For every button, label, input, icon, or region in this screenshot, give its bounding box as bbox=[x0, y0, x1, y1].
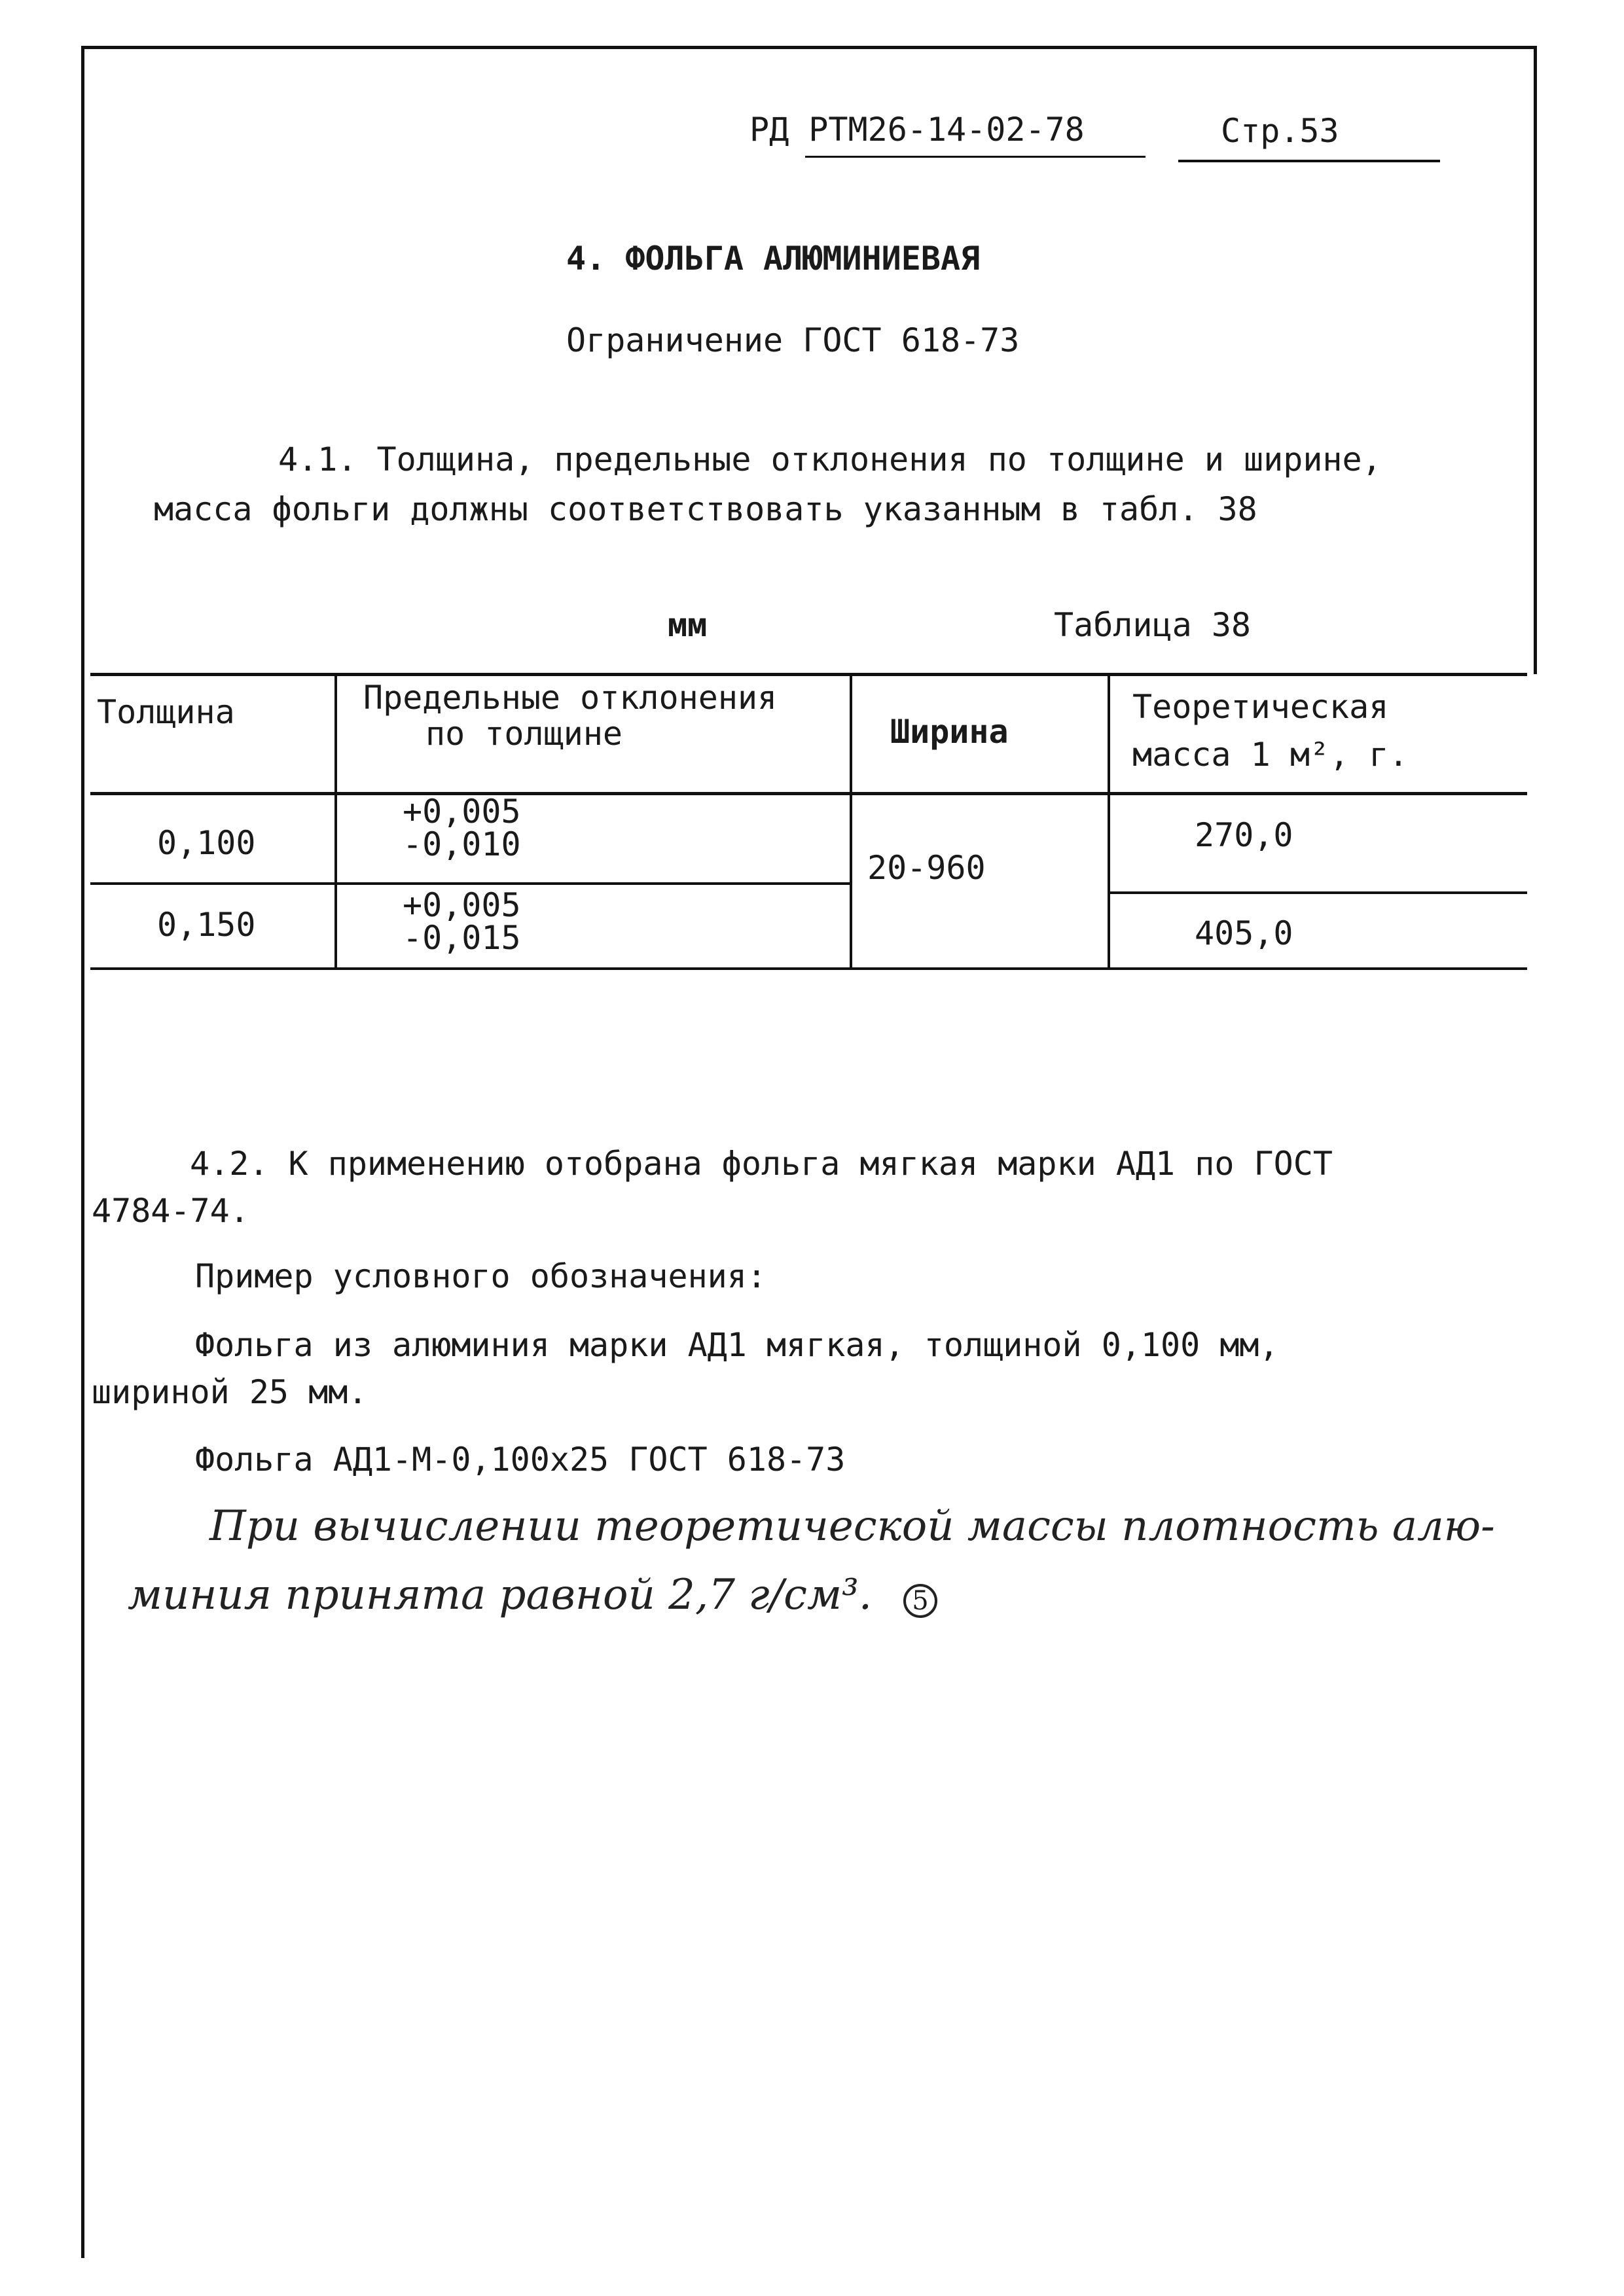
page-number: Стр.53 bbox=[1221, 112, 1339, 150]
col-header-mass-l2: масса 1 м², г. bbox=[1132, 736, 1409, 774]
table-row1-line-right bbox=[1110, 891, 1527, 894]
example-heading: Пример условного обозначения: bbox=[195, 1257, 767, 1295]
row2-thickness: 0,150 bbox=[157, 906, 256, 944]
table-col-divider-2 bbox=[850, 673, 852, 969]
col-header-mass-l1: Теоретическая bbox=[1132, 688, 1389, 726]
row1-dev-plus: +0,005 bbox=[403, 793, 521, 831]
handwritten-line2: миния принята равной 2,7 г/см³. bbox=[128, 1571, 873, 1619]
table-col-divider-3 bbox=[1108, 673, 1110, 969]
width-value: 20-960 bbox=[867, 849, 986, 887]
col-header-thickness: Толщина bbox=[97, 693, 235, 731]
section-subtitle: Ограничение ГОСТ 618-73 bbox=[566, 321, 1020, 359]
example-line1: Фольга из алюминия марки АД1 мягкая, толщиной 0,100 мм, bbox=[195, 1326, 1279, 1364]
row1-dev-minus: -0,010 bbox=[403, 825, 521, 863]
section-title: 4. ФОЛЬГА АЛЮМИНИЕВАЯ bbox=[566, 240, 981, 278]
handwritten-line1: При вычислении теоретической массы плотность алю- bbox=[209, 1502, 1495, 1551]
row2-dev-minus: -0,015 bbox=[403, 919, 521, 957]
row1-thickness: 0,100 bbox=[157, 824, 256, 862]
table-row1-line-left bbox=[90, 882, 851, 885]
revision-mark: 5 bbox=[903, 1584, 937, 1618]
col-header-deviation-l2: по толщине bbox=[425, 715, 623, 753]
col-header-deviation-l1: Предельные отклонения bbox=[363, 679, 778, 717]
page-number-underline bbox=[1178, 160, 1440, 162]
table-unit: мм bbox=[668, 606, 708, 644]
col-header-width: Ширина bbox=[890, 713, 1009, 751]
para-4-2-line2: 4784-74. bbox=[92, 1192, 249, 1230]
example-designation: Фольга АД1-М-0,100х25 ГОСТ 618-73 bbox=[195, 1441, 846, 1479]
para-4-1-line1: 4.1. Толщина, предельные отклонения по толщине и ширине, bbox=[278, 440, 1382, 478]
table-header-line bbox=[90, 792, 1527, 795]
right-border bbox=[1534, 46, 1537, 674]
top-border bbox=[81, 46, 1537, 49]
table-bottom-line bbox=[90, 967, 1527, 970]
table-col-divider-1 bbox=[334, 673, 337, 969]
para-4-2-line1: 4.2. К применению отобрана фольга мягкая марки АД1 по ГОСТ bbox=[190, 1145, 1333, 1183]
left-border bbox=[81, 46, 84, 2258]
doc-code-underline bbox=[805, 156, 1146, 158]
table-top-line bbox=[90, 673, 1527, 676]
para-4-1-line2: масса фольги должны соответствовать указанным в табл. 38 bbox=[154, 490, 1257, 528]
doc-code: РД РТМ26-14-02-78 bbox=[749, 111, 1085, 149]
row1-mass: 270,0 bbox=[1195, 816, 1293, 854]
row2-dev-plus: +0,005 bbox=[403, 886, 521, 924]
row2-mass: 405,0 bbox=[1195, 914, 1293, 952]
table-caption: Таблица 38 bbox=[1054, 606, 1252, 644]
example-line2: шириной 25 мм. bbox=[92, 1373, 368, 1411]
